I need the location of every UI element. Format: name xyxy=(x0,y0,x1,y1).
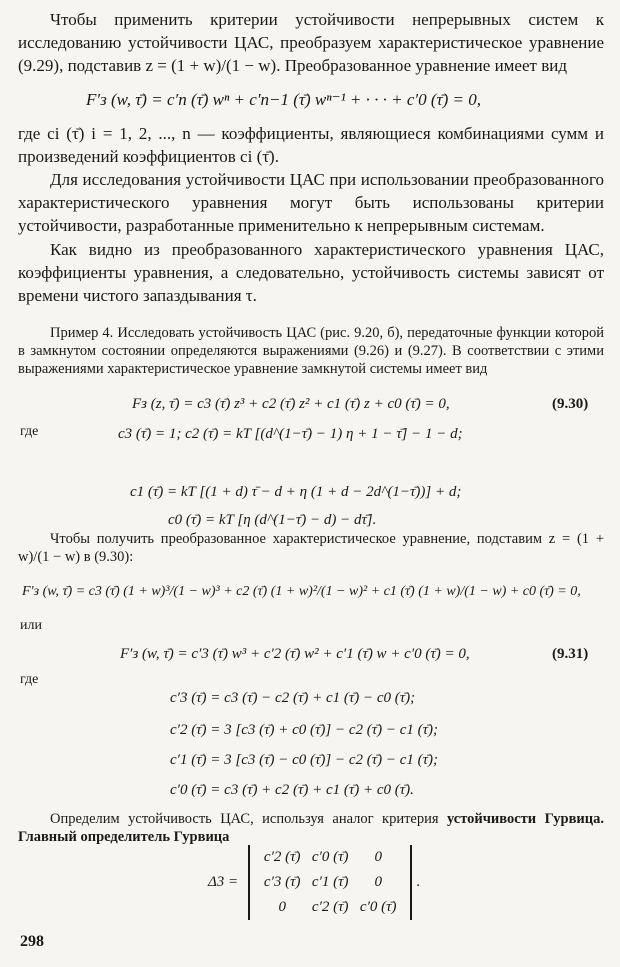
equation-9-30: Fз (z, τ̄) = c3 (τ̄) z³ + c2 (τ̄) z² + c1 (τ̄) z + c0 (τ̄) = 0, xyxy=(132,396,450,412)
or-label: или xyxy=(20,618,42,633)
matrix-cell: c′1 (τ̄) xyxy=(311,874,349,890)
equation-c3-c2: c3 (τ̄) = 1; c2 (τ̄) = kT [(d^(1−τ̄) − 1) η + 1 − τ̄] − 1 − d; xyxy=(118,426,463,442)
equation-transformed-general: F′з (w, τ̄) = c′n (τ̄) wⁿ + c′n−1 (τ̄) wⁿ⁻¹ + · · · + c′0 (τ̄) = 0, xyxy=(86,90,482,109)
matrix-period: . xyxy=(416,874,420,890)
matrix-cell: c′2 (τ̄) xyxy=(263,849,301,865)
equation-c1: c1 (τ̄) = kT [(1 + d) τ̄ − d + η (1 + d − 2d^(1−τ̄))] + d; xyxy=(130,484,462,500)
matrix-cell: c′0 (τ̄) xyxy=(359,899,397,915)
paragraph-intro: Чтобы применить критерии устойчивости непрерывных систем к исследованию устойчивости ЦАС, преобразуем характеристическое уравнение (9.29), подставив z = (1 + w)/(1 − w). Преобразованное уравнение имеет вид xyxy=(18,10,604,75)
paragraph-coefficients: где ci (τ̄) i = 1, 2, ..., n — коэффициенты, являющиеся комбинациями сумм и произведений коэффициентов ci (τ̄). xyxy=(18,124,604,166)
page-number: 298 xyxy=(20,933,44,950)
equation-c-prime-0: c′0 (τ̄) = c3 (τ̄) + c2 (τ̄) + c1 (τ̄) + c0 (τ̄). xyxy=(170,782,414,798)
equation-number-9-30: (9.30) xyxy=(552,396,589,412)
matrix-cell: 0 xyxy=(374,874,382,890)
hurwitz-text-b: устойчивости Гурвица. xyxy=(446,811,604,827)
equation-number-9-31: (9.31) xyxy=(552,646,589,662)
hurwitz-text-a: Определим устойчивость ЦАС, используя аналог критерия xyxy=(50,811,447,827)
matrix-cell: 0 xyxy=(374,849,382,865)
where-label-2: где xyxy=(20,672,39,687)
hurwitz-matrix xyxy=(248,845,412,920)
matrix-cell: c′0 (τ̄) xyxy=(311,849,349,865)
paragraph-continuous-criteria: Для исследования устойчивости ЦАС при использовании преобразованного характеристического уравнения могут быть использованы критерии устойчивости, разработанные применительно к непрерывным системам. xyxy=(18,170,604,235)
equation-c-prime-1: c′1 (τ̄) = 3 [c3 (τ̄) − c0 (τ̄)] − c2 (τ̄) − c1 (τ̄); xyxy=(170,752,439,768)
hurwitz-determinant xyxy=(208,845,420,920)
matrix-cell: c′3 (τ̄) xyxy=(263,874,301,890)
matrix-cell: 0 xyxy=(278,899,286,915)
equation-substituted: F′з (w, τ̄) = c3 (τ̄) (1 + w)³/(1 − w)³ + c2 (τ̄) (1 + w)²/(1 − w)² + c1 (τ̄) (1 + w)/(1 − w) + c0 (τ̄) = 0, xyxy=(22,584,581,599)
delta-label: Δ3 = xyxy=(208,874,239,890)
matrix-cell: c′2 (τ̄) xyxy=(311,899,349,915)
equation-c0: c0 (τ̄) = kT [η (d^(1−τ̄) − d) − dτ̄]. xyxy=(168,512,377,528)
substitution-text: Чтобы получить преобразованное характеристическое уравнение, подставим z = (1 + w)/(1 − w) в (9.30): xyxy=(18,531,604,565)
equation-c-prime-2: c′2 (τ̄) = 3 [c3 (τ̄) + c0 (τ̄)] − c2 (τ̄) − c1 (τ̄); xyxy=(170,722,439,738)
where-label-1: где xyxy=(20,424,39,439)
example-4-statement: Пример 4. Исследовать устойчивость ЦАС (рис. 9.20, б), передаточные функции которой в замкнутом состоянии определяются выражениями (9.26) и (9.27). В соответствии с этими выражениями характеристическое уравнение замкнутой системы имеет вид xyxy=(18,325,604,377)
equation-c-prime-3: c′3 (τ̄) = c3 (τ̄) − c2 (τ̄) + c1 (τ̄) − c0 (τ̄); xyxy=(170,690,416,706)
paragraph-delay-dependence: Как видно из преобразованного характеристического уравнения ЦАС, коэффициенты уравнения, а следовательно, устойчивость системы зависят от времени чистого запаздывания τ. xyxy=(18,240,604,305)
hurwitz-text-c: Главный определитель Гурвица xyxy=(18,829,230,845)
hurwitz-paragraph xyxy=(18,810,604,846)
equation-9-31: F′з (w, τ̄) = c′3 (τ̄) w³ + c′2 (τ̄) w² + c′1 (τ̄) w + c′0 (τ̄) = 0, xyxy=(120,646,470,662)
